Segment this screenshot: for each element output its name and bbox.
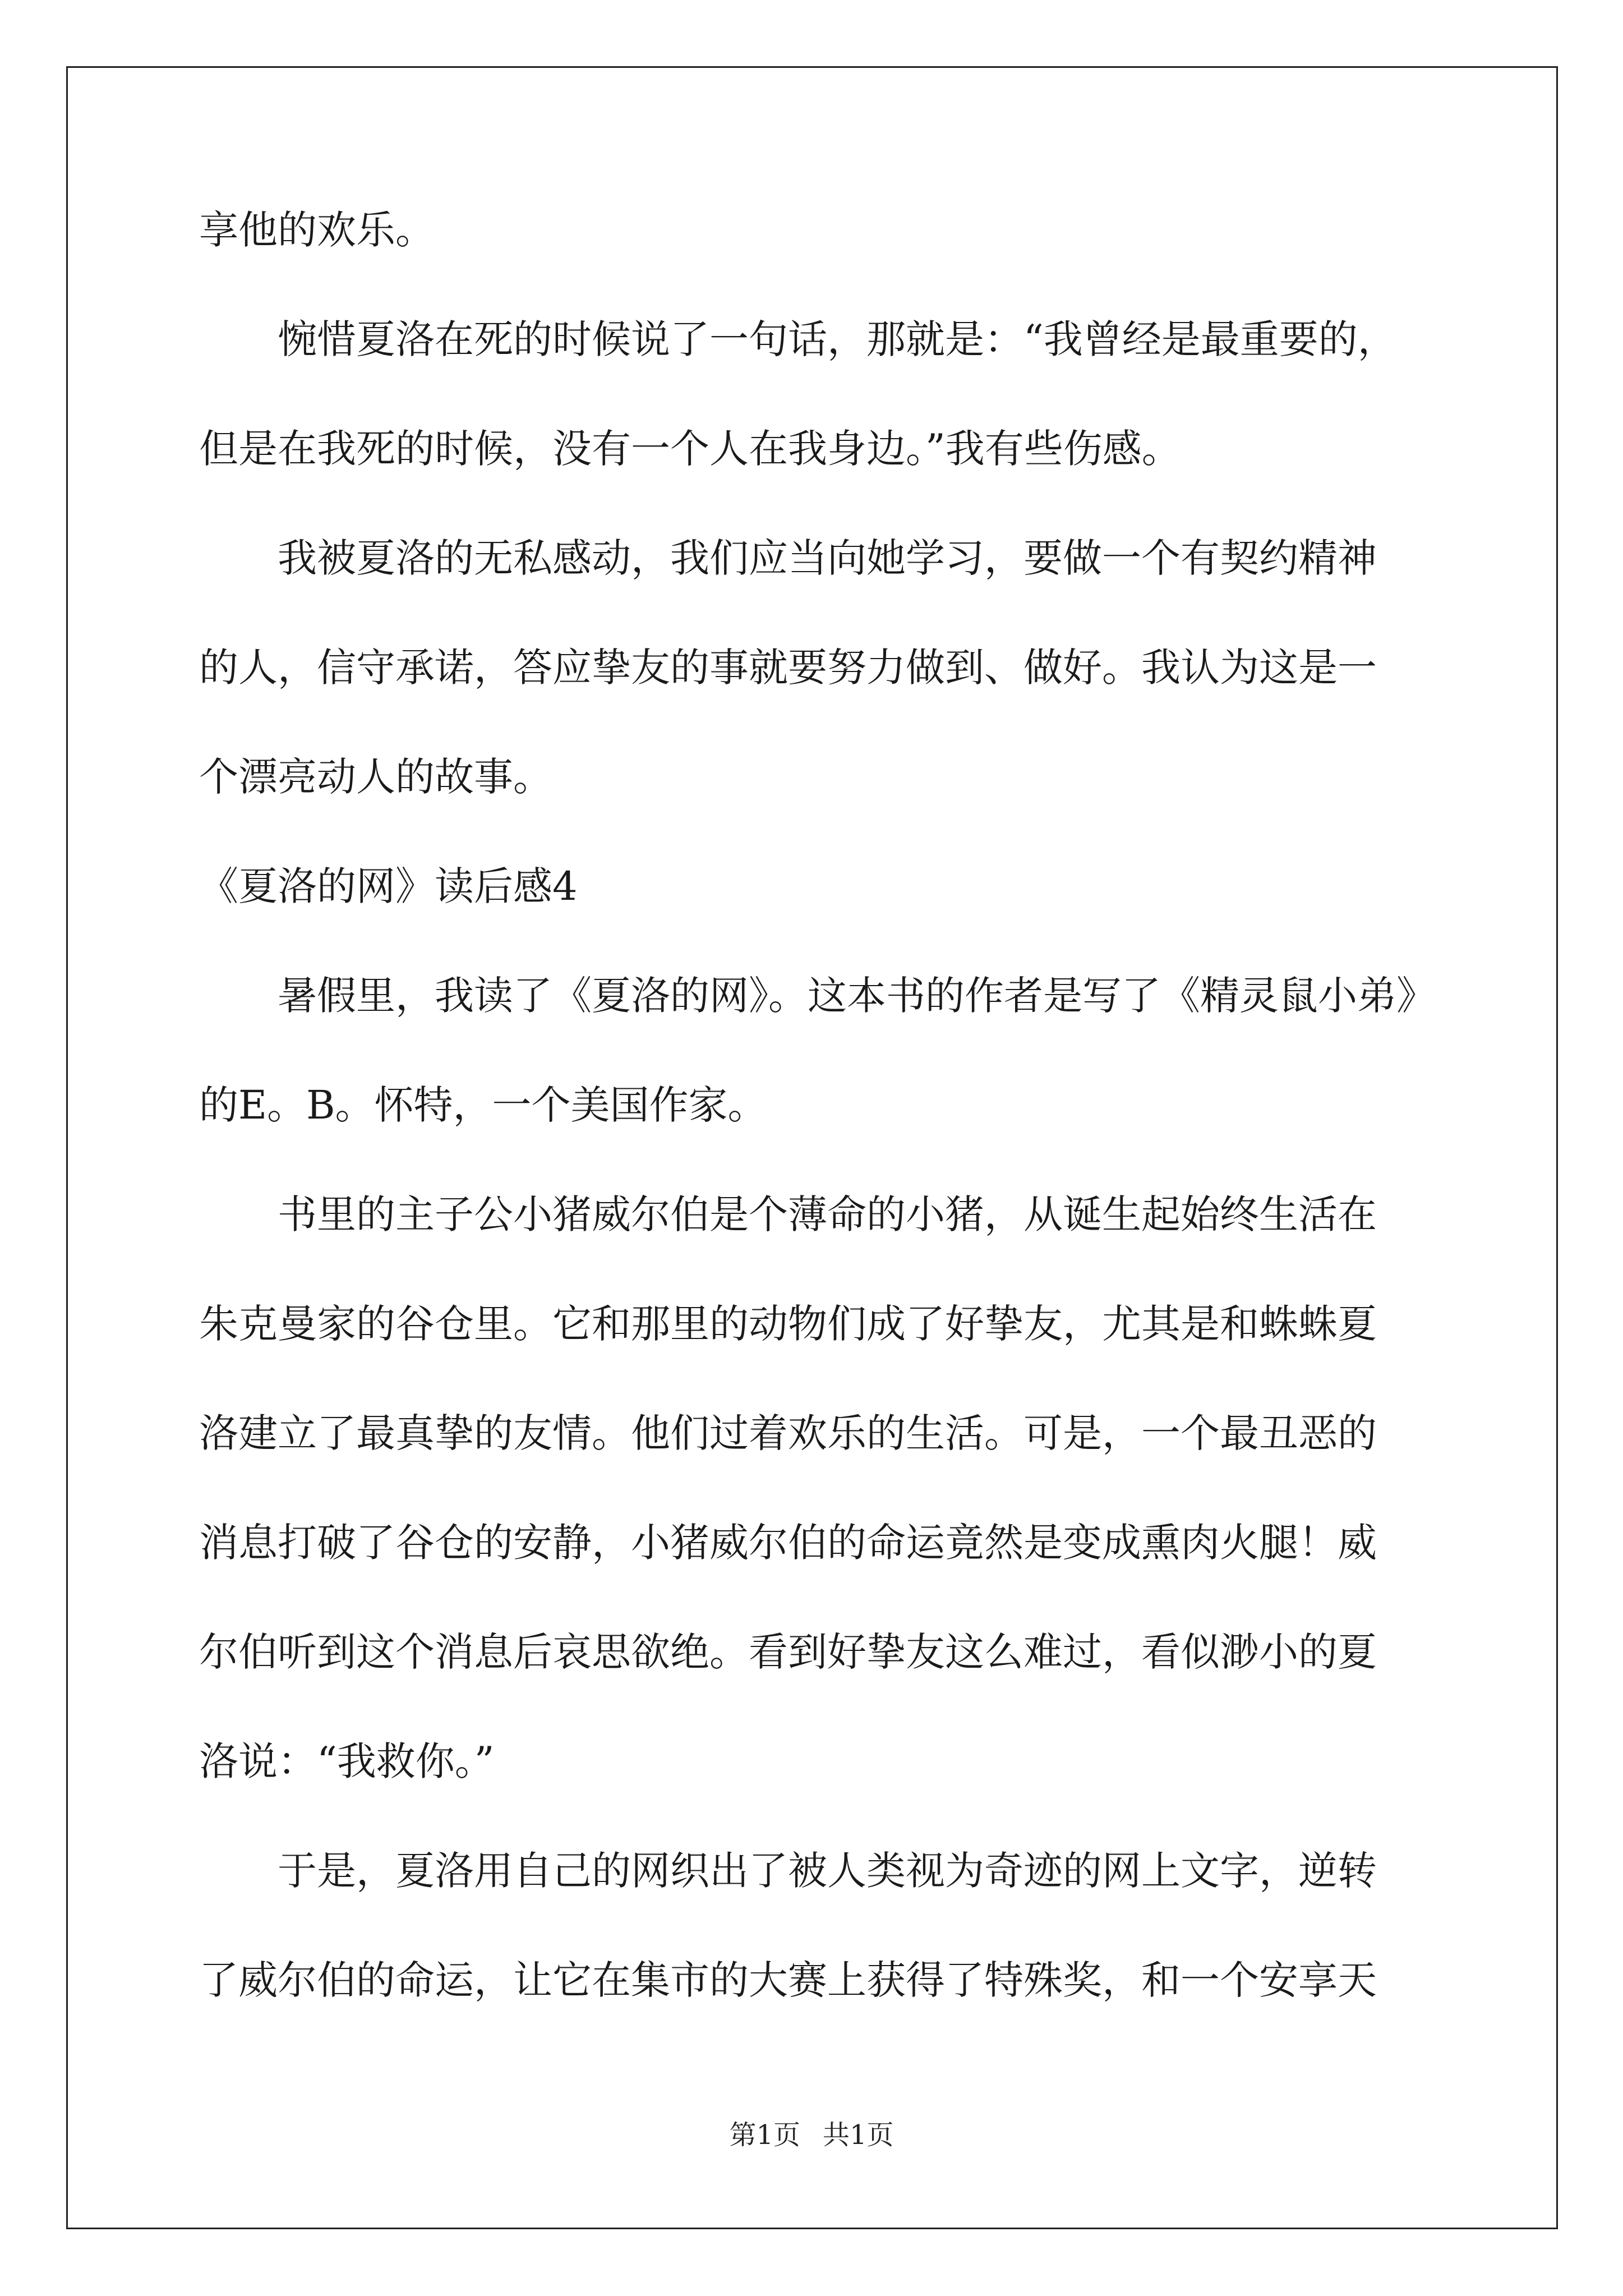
text-line: 但是在我死的时候，没有一个人在我身边。”我有些伤感。	[199, 426, 1181, 472]
page-number-current: 第1页	[729, 2119, 800, 2151]
text-line: 了威尔伯的命运，让它在集市的大赛上获得了特殊奖，和一个安享天	[199, 1957, 1377, 2003]
page-border	[66, 66, 1558, 2229]
text-line: 的人，信守承诺，答应挚友的事就要努力做到、做好。我认为这是一	[199, 645, 1377, 691]
text-line: 我被夏洛的无私感动，我们应当向她学习，要做一个有契约精神	[199, 535, 1377, 581]
text-line: 朱克曼家的谷仓里。它和那里的动物们成了好挚友，尤其是和蛛蛛夏	[199, 1301, 1377, 1347]
text-line: 消息打破了谷仓的安静，小猪威尔伯的命运竟然是变成熏肉火腿！威	[199, 1520, 1377, 1566]
text-line: 惋惜夏洛在死的时候说了一句话，那就是：“我曾经是最重要的，	[199, 316, 1397, 362]
text-line: 洛建立了最真挚的友情。他们过着欢乐的生活。可是，一个最丑恶的	[199, 1410, 1377, 1456]
text-line: 洛说：“我救你。”	[199, 1738, 495, 1784]
text-line: 书里的主子公小猪威尔伯是个薄命的小猪，从诞生起始终生活在	[199, 1191, 1377, 1237]
text-line: 享他的欢乐。	[199, 207, 435, 253]
page-footer	[0, 2118, 1623, 2152]
text-line: 暑假里，我读了《夏洛的网》。这本书的作者是写了《精灵鼠小弟》	[199, 973, 1436, 1019]
page-number-total: 共1页	[823, 2119, 894, 2151]
text-line: 的E。B。怀特，一个美国作家。	[199, 1082, 767, 1128]
text-line: 于是，夏洛用自己的网织出了被人类视为奇迹的网上文字，逆转	[199, 1848, 1377, 1894]
section-heading: 《夏洛的网》读后感4	[199, 863, 578, 909]
text-line: 尔伯听到这个消息后哀思欲绝。看到好挚友这么难过，看似渺小的夏	[199, 1629, 1377, 1675]
text-line: 个漂亮动人的故事。	[199, 754, 552, 800]
